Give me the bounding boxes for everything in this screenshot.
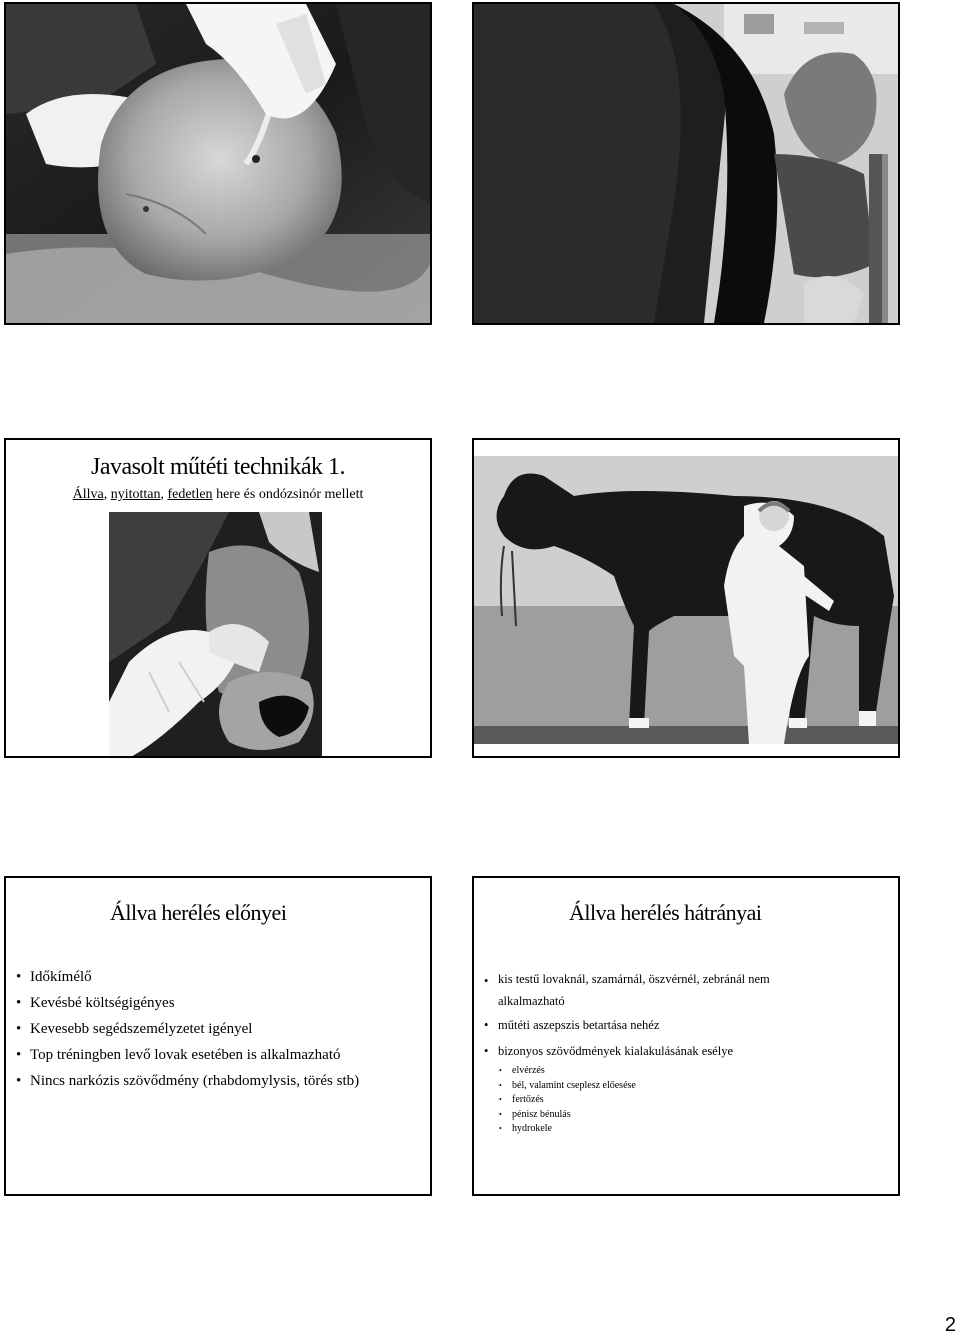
surgery-photo (6, 4, 430, 323)
sub-list-item: • hydrokele (496, 1122, 892, 1137)
list-item: • Nincs narkózis szövődmény (rhabdomylysis, törés stb) (14, 1070, 359, 1092)
list-item: • Kevesebb segédszemélyzetet igényel (14, 1018, 359, 1040)
list-item: • Top tréningben levő lovak esetében is alkalmazható (14, 1044, 359, 1066)
sub-list-item: • pénisz bénulás (496, 1108, 892, 1123)
slide-3 (4, 438, 432, 758)
subtitle-part: Állva (72, 487, 104, 502)
list-item (482, 1038, 892, 1137)
slide-title: Állva herélés hátrányai (569, 900, 762, 925)
list-item: • Kevésbé költségigényes (14, 992, 359, 1014)
advantages-list (14, 966, 359, 1096)
slide-4 (472, 438, 900, 758)
slide-6 (472, 876, 900, 1196)
slide-subtitle (6, 487, 430, 503)
list-item: • Időkímélő (14, 966, 359, 988)
horse-rear-photo (474, 4, 898, 323)
subtitle-part: , (160, 487, 168, 502)
subtitle-part: , (103, 487, 111, 502)
list-item-line: alkalmazható (498, 994, 565, 1008)
disadvantages-list (482, 968, 892, 1137)
slide-1 (4, 2, 432, 325)
surgery-hand-photo (109, 512, 322, 758)
subtitle-part: fedetlen (167, 487, 213, 502)
standing-horse-photo (474, 456, 898, 744)
subtitle-part: here és ondózsinór mellett (212, 487, 364, 502)
sub-list-item: • bél, valamint cseplesz előesése (496, 1079, 892, 1094)
sub-list-item: • fertőzés (496, 1093, 892, 1108)
list-item: • műtéti aszepszis betartása nehéz (482, 1012, 892, 1038)
sub-list-item: • elvérzés (496, 1064, 892, 1079)
slide-title: Állva herélés előnyei (110, 900, 287, 925)
subtitle-part: nyitottan (110, 487, 161, 502)
page-number: 2 (944, 1314, 956, 1336)
list-item-line: bizonyos szövődmények kialakulásának esélye (498, 1044, 733, 1058)
slide-title: Javasolt műtéti technikák 1. (91, 454, 345, 480)
complications-sublist (496, 1064, 892, 1137)
slide-2 (472, 2, 900, 325)
list-item (482, 968, 892, 1012)
slide-5 (4, 876, 432, 1196)
list-item-line: • kis testű lovaknál, szamárnál, öszvérnél, zebránál nem (498, 972, 770, 986)
